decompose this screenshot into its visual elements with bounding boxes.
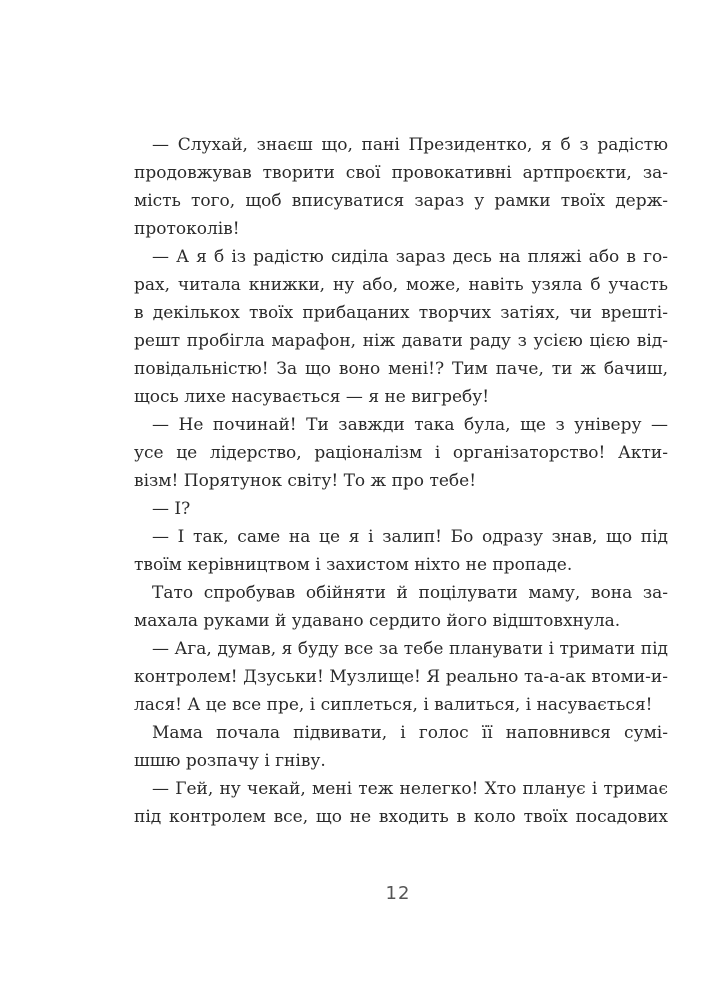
text-line: — Не починай! Ти завжди така була, ще з універу — [152, 415, 668, 435]
text-line: решт пробігла марафон, ніж давати раду з усією цією від- [134, 331, 668, 351]
text-line: Тато спробував обійняти й поцілувати маму, вона за- [152, 583, 668, 603]
text-line: — І так, саме на це я і залип! Бо одразу знав, що під [152, 527, 668, 547]
text-line: шшю розпачу і гніву. [134, 751, 326, 771]
page-number: 12 [385, 883, 411, 904]
body-text [134, 131, 668, 831]
text-line: мість того, щоб вписуватися зараз у рамки твоїх держ- [134, 191, 668, 211]
text-line: рах, читала книжки, ну або, може, навіть узяла б участь [134, 275, 668, 295]
text-line: щось лихе насувається — я не вигребу! [134, 387, 490, 407]
text-line: Мама почала підвивати, і голос її наповнився сумі- [152, 723, 668, 743]
text-line: — Слухай, знаєш що, пані Президентко, я б з радістю [152, 135, 668, 155]
text-line: — Ага, думав, я буду все за тебе планувати і тримати під [152, 639, 668, 659]
text-line: — Гей, ну чекай, мені теж нелегко! Хто планує і тримає [152, 779, 668, 799]
text-line: лася! А це все пре, і сиплеться, і валиться, і насувається! [134, 695, 653, 715]
text-line: повідальністю! За що воно мені!? Тим паче, ти ж бачиш, [134, 359, 668, 379]
text-line: протоколів! [134, 219, 240, 239]
text-line: махала руками й удавано сердито його відштовхнула. [134, 611, 621, 631]
text-line: — А я б із радістю сиділа зараз десь на пляжі або в го- [152, 247, 668, 267]
text-line: в декількох твоїх прибацаних творчих затіях, чи врешті- [134, 303, 668, 323]
text-line: усе це лідерство, раціоналізм і організаторство! Акти- [134, 443, 668, 463]
text-line: — І? [152, 499, 191, 519]
text-line: контролем! Дзуськи! Музлище! Я реально та-а-ак втоми-и- [134, 667, 668, 687]
text-line: під контролем все, що не входить в коло твоїх посадових [134, 807, 668, 827]
text-line: візм! Порятунок світу! То ж про тебе! [134, 471, 477, 491]
text-line: твоїм керівництвом і захистом ніхто не пропаде. [134, 555, 573, 575]
text-line: продовжував творити свої провокативні артпроєкти, за- [134, 163, 668, 183]
